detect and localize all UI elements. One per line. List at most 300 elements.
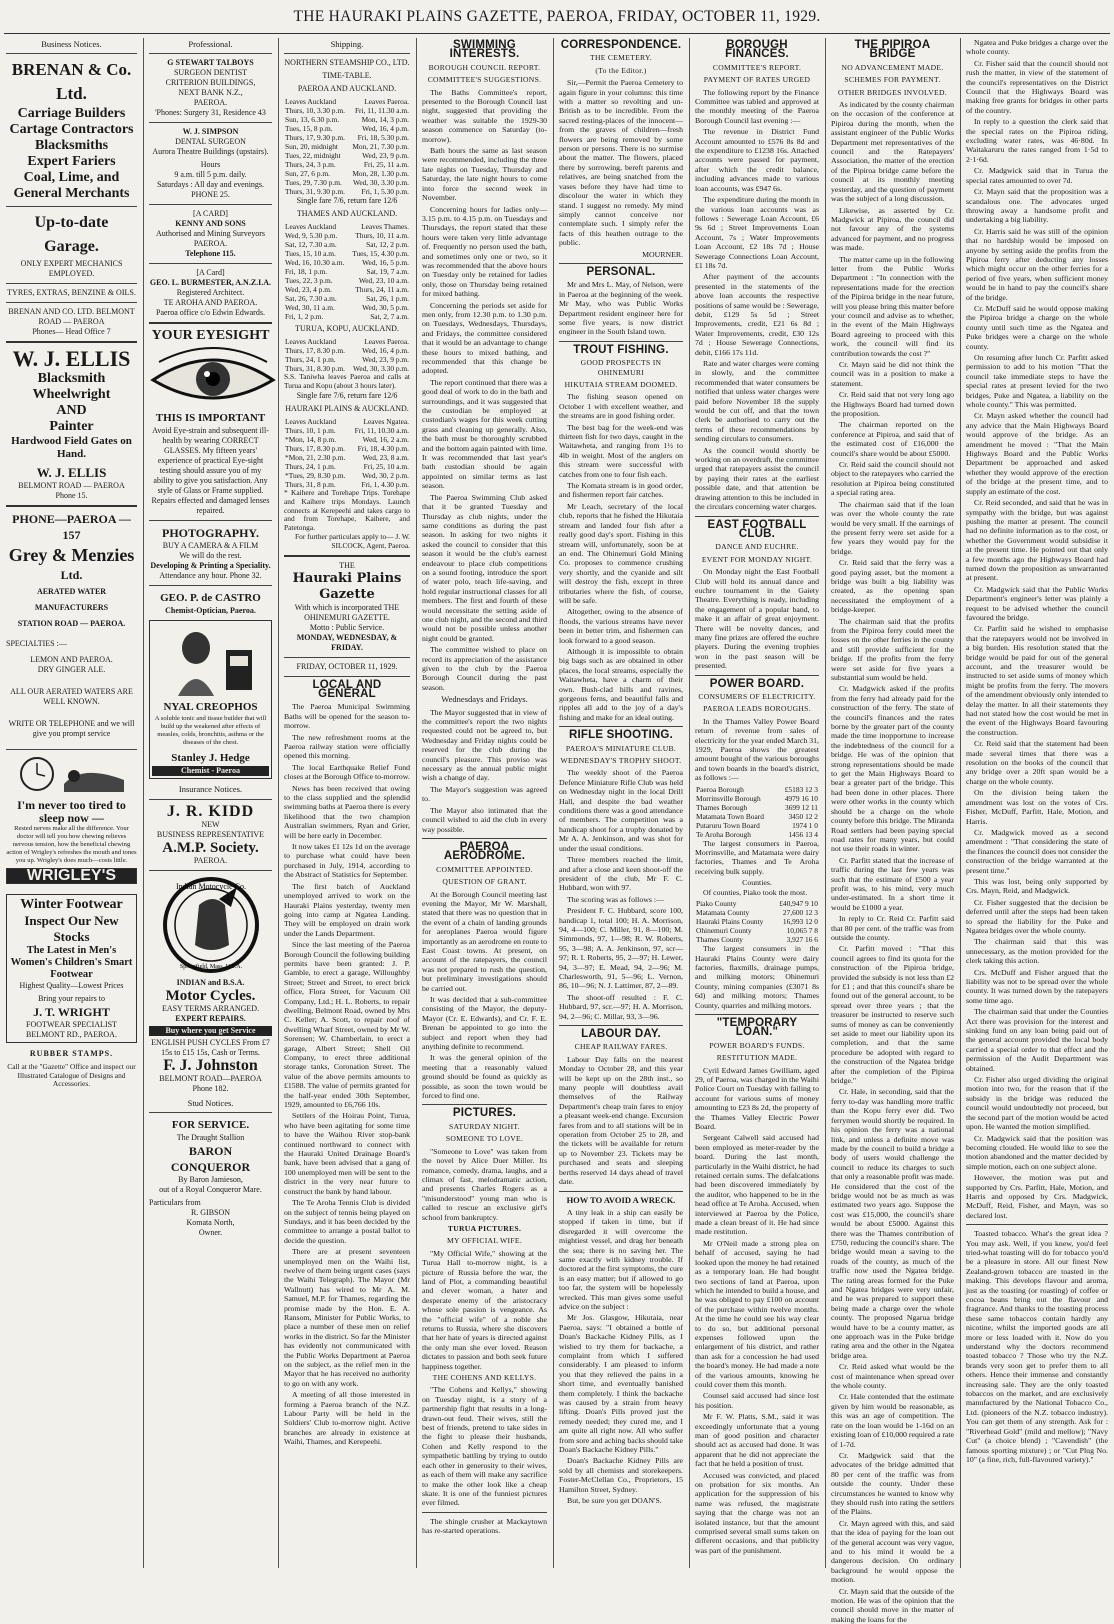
table-row [284, 124, 410, 133]
counties-text: Of counties, Piako took the most. [703, 887, 808, 897]
table-row [284, 258, 410, 267]
amp-name: A.M.P. Society. [162, 839, 259, 856]
brenan-address: BRENAN AND CO. LTD. BELMONT ROAD — PAEROA [8, 307, 135, 327]
write-telephone: WRITE OR TELEPHONE and we will give you prompt service [8, 719, 135, 739]
divider [284, 657, 410, 658]
divider [149, 799, 272, 800]
paragraph: Cr. Harris said he was still of the opinion that no hardship would be imposed on anyone by setting aside the profits from the Pipiroa ferry after deducting any losses which might occur on the other ferries for a period of five years, when sufficient money would be in hand to pay the council's share of the bridge. [966, 226, 1108, 302]
paeroa-auckland-heading: PAEROA AND AUCKLAND. [297, 84, 397, 94]
correspondence-heading: CORRESPONDENCE. [560, 39, 682, 51]
table-row [284, 426, 410, 435]
paragraph: Cr. Madgwick said that the position was becoming clouded. He would like to see the motion abandoned and the matter decided by simple motion, each on one subject alone. [966, 1133, 1108, 1171]
table-cell: Wed, 16, 4 p.m. [362, 124, 409, 134]
talboys-line: SURGEON DENTIST [173, 68, 248, 78]
temporary-loan-body [695, 1066, 819, 1556]
turua-pictures-heading: TURUA PICTURES. [447, 1223, 522, 1233]
garage-line: EMPLOYED. [48, 269, 95, 279]
column-swimming [422, 38, 547, 1568]
paragraph: Doan's Backache Kidney Pills are sold by all chemists and storekeepers. Foster-McClellan Co., Proprietors, 15 Hamilton Street, Sydney. [559, 1456, 683, 1494]
pipiroa-sub: OTHER BRIDGES INVOLVED. [838, 87, 947, 97]
divider [559, 1025, 683, 1026]
paragraph: As the council would shortly be working on an overdraft, the committee urged that ratepayers assist the council by paying their rates at the earliest possible date, and that attention be drawing attention to this be included in the circulars concerning water charges. [695, 445, 819, 512]
pictures-sub: SATURDAY NIGHT. [449, 1121, 520, 1131]
brenan-line: Carriage Builders [17, 106, 126, 122]
trout-sub: GOOD PROSPECTS IN OHINEMURI [580, 358, 662, 377]
paragraph: Cr. Reid asked what would be the cost of maintenance when spread over the whole county. [831, 1362, 954, 1391]
table-cell: Fri, 1, 2 p.m. [285, 312, 324, 322]
timetable-thames-auckland [284, 222, 410, 321]
buy-where: Buy where you get Service [149, 1026, 272, 1036]
table-header-cell: Leaves Auckland [285, 337, 337, 347]
divider [422, 1512, 547, 1513]
indian-logo-city: Springfield, Mass. U.S.A. [179, 963, 242, 970]
eye-icon [149, 346, 277, 408]
table-cell: Fri, 11, 11.30 a.m. [354, 106, 409, 116]
table-cell: Thames County [696, 935, 744, 945]
pipiroa-body [831, 100, 954, 1624]
power-sub: PAEROA LEADS BOROUGHS. [703, 704, 811, 714]
paragraph: It now takes £1 12s 1d on the average to purchase what could have been purchased in July, 1914, according to the Abstract of Statistics for September. [284, 842, 410, 880]
wrigley-logo: WRIGLEY'S [6, 868, 137, 883]
section-heading: Shipping. [330, 39, 364, 49]
table-cell: Tues, 22, midnight [285, 151, 341, 161]
hedge-name: Stanley J. Hedge [171, 752, 250, 765]
divider [6, 749, 137, 750]
photography-heading: PHOTOGRAPHY. [161, 526, 259, 541]
table-cell: Wed, 9, 5.30 p.m. [285, 231, 338, 241]
table-cell: Fri, 1, 4.30 p.m. [361, 480, 409, 489]
table-cell: 3699 12 11 [785, 802, 818, 812]
gm-line: AERATED WATER [36, 587, 107, 597]
incorporated: With which is incorporated THE OHINEMURI GAZETTE. [294, 602, 400, 622]
football-body: On Monday night the East Football Club will hold its annual dance and euchre tournament in the Gaiety Theatre. Everything is ready, including the engagement of a popular band, to make it an affair of great enjoyment. There will be novelty dances, and many fine prizes are offered the euchre players. During the evening trophies won in the past season will be presented. [695, 567, 819, 671]
paragraph: Accused was convicted, and placed on probation for six months. An application for the suppression of his name was refused, the magistrate saying that the charge was not an isolated instance, but that the amount comprised several small sums taken on different occasions, and that publicity was part of the punishment. [695, 1470, 819, 1555]
aerodrome-heading: PAEROA AERODROME. [443, 840, 526, 863]
paragraph: Cr. Mayn said that the proposition was a scandalous one. The advocates urged throwing away a handsome profit and undertaking a big liability. [966, 187, 1108, 225]
baron-line: out of a Royal Conqueror Mare. [159, 1185, 262, 1195]
divider [149, 520, 272, 521]
table-row [695, 830, 819, 839]
gm-line: STATION ROAD — PAEROA. [17, 619, 126, 629]
table-cell: Sat, 19, 7 a.m. [366, 267, 409, 277]
table-cell: Tues, 29, 7.30 p.m. [285, 178, 342, 188]
table-cell: Sat, 12, 7.30 a.m. [285, 240, 337, 250]
particulars: Particulars from [149, 1198, 201, 1208]
paragraph: The revenue in District Fund Account amounted to £576 8s 8d and the expenditure to £1238 16s. Attached accounts were passed for payment, after which the credit balance, including advances made to various loan accounts, was £947 6s. [695, 127, 819, 193]
column-rule [825, 38, 826, 1568]
personal-heading: PERSONAL. [586, 265, 656, 278]
ellis-line: AND [56, 403, 87, 419]
table-row [284, 312, 410, 321]
table-cell: *Mon, 21, 2.30 p.m. [285, 453, 346, 462]
table-cell: Te Aroha Borough [696, 829, 751, 839]
table-cell: *Tues, 29, 8.30 p.m. [285, 471, 346, 480]
power-boroughs-table [695, 785, 819, 839]
football-sub: EVENT FOR MONDAY NIGHT. [701, 554, 813, 564]
divider [149, 122, 272, 123]
photo-line: BUY A CAMERA & A FILM [162, 541, 259, 551]
table-header-row [284, 417, 410, 426]
table-row [695, 794, 819, 803]
rifle-sub: PAEROA'S MINIATURE CLUB. [565, 743, 677, 753]
table-cell: Wed, 23, 4 p.m. [285, 285, 332, 295]
ellis-line: Wheelwright [32, 387, 111, 403]
column-rule [143, 38, 144, 1568]
table-row [284, 142, 410, 151]
rifle-body [559, 768, 683, 1021]
table-cell: Sun, 27, 6 p.m. [285, 169, 330, 179]
brenan-phones: Phones— Head Office 7 [32, 327, 111, 337]
toasted-tobacco-ad: Toasted tobacco. What's the great idea ? You may ask. Well, if you knew, you'd feel tried-what toasting will do for tobacco you'd be a pleasure in store. All our finest New Zealand-grown tobacco are toasted in the making. This develops flavour and aroma, just as the toasting (or roasting) of coffee or cocoa beans bring out the flavour and fragrance. And thanks to the toasting process these same tobaccos contain hardly any nicotine, whilst the imported goods are all more or less loaded with it. Now do you understand why the doctors recommend toasted tobacco ? Those who try the N.Z. brands very soon get to prefer them to all others. Hence their immense and constantly increasing sale. They are the only toasted tobaccos on the market, and are exclusively manufactured by the National Tobacco Co., Ltd. (pioneers of the N.Z. tobacco industry). You can get them of any strength. Ask for : "Riverhead Gold" (mild and mellow); "Navy Cut" (a choice blend) ; "Cavendish" (the famous sporting mixture) ; or "Cut Plug No. 10" (a fine, rich, full-flavoured variety)." [966, 1229, 1108, 1464]
table-cell: Wed, 23, 10 a.m. [358, 276, 409, 286]
football-heading: EAST FOOTBALL CLUB. [707, 518, 807, 540]
shingle-note: The shingle crusher at Mackaytown has re-started operations. [422, 1516, 547, 1536]
draught-stallion: The Draught Stallion [176, 1133, 245, 1143]
paragraph: Cr. Fisher also urged dividing the original motion into two, for the reason that if the subsidy in the bridge was reduced the council would undoubtedly not proceed, but the second part of the motion would be acted upon. He wanted the motion simplified. [966, 1075, 1108, 1132]
divider [6, 505, 137, 507]
decastro-name: GEO. P. de CASTRO [160, 592, 261, 605]
gibson-line: Owner. [198, 1228, 223, 1238]
table-cell: Wed, 30, 2 p.m. [362, 471, 409, 480]
ellis-phone: Phone 15. [55, 491, 88, 501]
divider [284, 676, 410, 677]
table-cell: Thurs, 17, 9.30 p.m. [285, 133, 345, 143]
brenan-lines [6, 106, 137, 202]
paragraph: Cr. Parfitt moved : "That this council agrees to find its quota for the construction of the Pipiroa bridge, provided the subsidy is not less than £2 for £1 ; and that this council's share be found out of the general account, to be spread over three years ; that the treasurer be instructed to reserve such sums of money as can be conveniently set aside to meet our liability upon its completion, and that the same procedure be adopted with regard to the construction of the Ngatea bridge after the completion of the Pipiroa bridge." [831, 944, 954, 1086]
eye-text: Avoid Eye-strain and subsequent ill-health by wearing CORRECT GLASSES. My fifteen years' experience of practical Eye-sight testing should assure you of my ability to give you satisfaction. Any style of Glass or Frame supplied. Repairs effected and damaged lenses repaired. [151, 426, 270, 516]
temporary-sub: RESTITUTION MADE. [716, 1053, 798, 1063]
table-cell: Sat, 26, 1 p.m. [366, 294, 409, 304]
paragraph: "Someone to Love" was taken from the novel by Alice Duer Miller. Its romance, comedy, drama, laughs, and a climax of fast, melodramatic action, and presents Charles Rogers as a "misunderstood" young man who is called to rescue an exclusive girl's school from bankruptcy. [422, 1146, 547, 1222]
table-row [284, 151, 410, 160]
paragraph: Although it is impossible to obtain big bags such as are obtained in other places, the local streams, especially the Waitawheta, have a charm of their own. Bush-clad hills and ravines, gorgeous ferns, and beautiful falls and ripples all add to the joy of a day's fishing and make for an ideal outing. [559, 646, 683, 722]
aerodrome-body [422, 890, 547, 1101]
paragraph: Cr. Reid said that not very long ago the Highways Board had turned down the proposition. [831, 390, 954, 419]
paragraph: The weekly shoot of the Paeroa Defence Miniature Rifle Club was held on Wednesday night in the local Drill Hall, and despite the bad weather conditions there was a good attendance of members. The competition was a handicap shoot for a trophy donated by Mr A. A. Jenkinson, and was shot for under the usual conditions. [559, 768, 683, 853]
amp-place: PAEROA. [193, 855, 228, 865]
indian-bsa: INDIAN and B.S.A. [176, 977, 245, 987]
column-professional [149, 38, 272, 1568]
ellis-name: W. J. ELLIS [12, 346, 131, 372]
bring-line: Bring your repairs to [38, 993, 105, 1003]
table-row [284, 276, 410, 285]
paragraph: Cr. Reid said that the ferry was a good paying asset, but the moment a bridge was built a big liability was created, as the opening span necessitated the employment of a bridge-keeper. [831, 558, 954, 615]
nyal-ad [149, 620, 272, 779]
table-row [695, 917, 819, 926]
divider [149, 870, 272, 871]
table-cell: Thurs, 10, 11 a.m. [355, 231, 409, 241]
indian-logo-badge-text: Indian Motocycle Co. [175, 881, 246, 891]
mourner-signature: MOURNER. [642, 249, 683, 259]
burmester-name: GEO. L. BURMESTER, A.N.Z.I.A. [149, 278, 272, 288]
divider [966, 1224, 1108, 1225]
expert-repairs: EXPERT REPAIRS. [175, 1013, 246, 1023]
hauraki-note: * Kaihere and Torehape Trips. Torehape and Kaihere trips Mondays. Launch connects at Kerepeehi and takes cargo to and from Torehape, Kaihere, and Patetonga. [284, 488, 410, 533]
table-cell: Thurs, 24, 11 a.m. [355, 285, 409, 295]
kidd-line: NEW [201, 819, 220, 829]
aerodrome-sub: COMMITTEE APPOINTED. [436, 864, 533, 874]
paragraph: Cr. Parfitt stated that the increase of traffic during the last few years was such that the estimate of £500 a year profit was, to his mind, very much under-estimated. In a short time it would be £1000 a year. [831, 855, 954, 912]
apply-line: For further particulars apply to— J. W. SILCOCK, Agent, Paeroa. [295, 531, 410, 550]
official-wife-heading: MY OFFICIAL WIFE. [446, 1236, 523, 1246]
johnston-address: BELMONT ROAD—PAEROA [159, 1073, 262, 1083]
important-heading: THIS IS IMPORTANT [155, 412, 266, 425]
paragraph: The Komata stream is in good order, and fishermen report fair catches. [559, 481, 683, 500]
paragraph: Concerning the periods set aside for men only, from 12.30 p.m. to 1.30 p.m. on Tuesdays, Wednesdays, Thursdays, and Fridays, the committee considered that it would be an advantage to change these hours to mixed bathing, and recommended that this change be adopted. [422, 300, 547, 376]
table-cell: Paeroa Borough [696, 784, 744, 794]
rubber-stamps: RUBBER STAMPS. [29, 1048, 114, 1058]
table-row [284, 133, 410, 142]
wrigley-text: Rested nerves make all the difference. Your doctor will tell you how chewing relieves nervous tension, how the beneficial chewing action of Wrigley's refreshes the mouth and tones you up. Wrigley's does much—costs little. [6, 825, 137, 865]
local-general-body [284, 702, 410, 1446]
labour-sub: CHEAP RAILWAY FARES. [574, 1042, 668, 1052]
paragraph: Bath hours the same as last season were recommended, including the three late nights on Tuesday, Thursday and Saturday, the late night hours to come into force the second week in November. [422, 146, 547, 203]
simpson-line: DENTAL SURGEON [175, 137, 246, 147]
table-cell: Wed, 30, 3.30 p.m. [352, 178, 409, 188]
masthead-rule [4, 33, 1110, 34]
table-row [284, 444, 410, 453]
timetable-hauraki [284, 417, 410, 489]
paragraph: The report continued that there was a good deal of work to do in the bath and surroundings, and it was suggested that the custodian be employed at custodian's wages for this week cutting grass and cleaning up generally. Also, the bath must be thoroughly scrubbed and the bottom again painted with lime. It was recommended that last year's bath custodian should be again appointed on similar terms as last season. [422, 377, 547, 491]
table-header-row [284, 97, 410, 106]
table-cell: Wed, 23, 9 p.m. [362, 355, 409, 365]
wreck-heading: HOW TO AVOID A WRECK. [566, 1194, 676, 1205]
paragraph: Cyril Edward James Gwilliam, aged 29, of Paeroa, was charged in the Waihi Police Court on Tuesday with failing to account for various sums of money amounting to £23 8s 2d, the property of the Thames Valley Electric Power Board. [695, 1065, 819, 1131]
table-row [284, 267, 410, 276]
paragraph: Cr. Reid seconded, and said that he was in sympathy with the bridge, but was against pushing the matter at present. The council had no definite information as to the cost, or whether the Government would subsidise it at the present time. He pointed out that only a few months ago the Highways Board had turned down the proposition as unwarranted at present. [966, 498, 1108, 583]
paragraph: Counsel said accused had since lost his position. [695, 1391, 819, 1410]
paragraph: The Mayor suggested that in view of the committee's report the two nights requested could not be agreed to, but Wednesday and Friday nights could be reserved for the club during the council's pleasure. This proviso was necessary as the annual public might wish a change of day. [422, 707, 547, 783]
table-cell: Tues, 22, 3 p.m. [285, 276, 333, 286]
spec-line: DRY GINGER ALE. [37, 665, 106, 675]
divider [695, 516, 819, 517]
ellis-line: Blacksmith [37, 371, 106, 387]
talboys-phones: 'Phones: Surgery 31, Residence 43 [155, 108, 266, 118]
quality-line: Highest Quality—Lowest Prices [19, 980, 124, 990]
pipiroa-continued-body [966, 38, 1108, 1220]
burmester-line: Paeroa office c/o Edwin Edwards. [156, 308, 265, 318]
paragraph: On resuming after lunch Cr. Parfitt asked permission to add to his motion "That the council take immediate steps to have the special rates at present levied for the two bridges, Puke and Ngatea, a liability on the whole county." This was permitted. [966, 353, 1108, 410]
garage-heading: Up-to-date Garage. [34, 214, 109, 256]
gm-name: Grey & Menzies [8, 545, 135, 566]
baron-name: BARON CONQUEROR [170, 1144, 251, 1175]
paragraph: President F. C. Hubbard, score 100, handicap 1, total 100; H. A. Morrison, 94, 4—100; C. Miller, 91, 8—100; M. Simmonds, 97, 1—98; R. W. Roberts, 95, 3—98; A. A. Jenkinson, 97, scr—97; R. I. Roberts, 95, 2—97; H. Lewer, 94, 3—97; E. Mead, 94, 2—96; M. Charlesworth, 91, 5—96; L. Vernon, 86, 10—96; N. J. Lattimer, 87, 2—89. [559, 906, 683, 991]
table-cell: Fri, 18, 1 p.m. [285, 267, 328, 277]
fare-line: Single fare 7/6, return fare 12/6 [296, 391, 398, 400]
paragraph: The local Earthquake Relief Fund closes at the Borough Office to-morrow. [284, 762, 410, 782]
table-cell: Wed, 16, 2 a.m. [362, 435, 409, 444]
northern-heading: NORTHERN STEAMSHIP CO., LTD. [284, 58, 410, 68]
pictures-body [422, 1147, 547, 1222]
paragraph: The Mayor's suggestion was agreed to. [422, 784, 547, 804]
paragraph: Cr. Mayn said he did not think the council was in a position to make a statement. [831, 360, 954, 388]
paragraph: Three members reached the limit, and after a close and keen shoot-off the president of the club, Mr F. C. Hubbard, won with 97. [559, 855, 683, 893]
counties-heading: Counties. [742, 878, 772, 888]
paragraph: Mr O'Neil made a strong plea on behalf of accused, saying he had looked upon the money he had retained as a temporary loan. He had bought two sections of land at Paeroa, upon which he intended to build a house, and he was obliged to pay £100 on account of the purchase within twelve months. At the time he could see his way clear to do so, but additional personal expenses followed upon the enlargement of his district, and rather than ask for a concession he had used the board's money. He had made a note of the various amounts, knowing he could cover them this month. [695, 1238, 819, 1389]
cohens-heading: THE COHENS AND KELLYS. [432, 1373, 537, 1383]
eyesight-heading: YOUR EYESIGHT [151, 328, 270, 344]
paragraph: Likewise, as asserted by Cr. Madgwick at Pipiroa, the council did not favour any of the systems advanced for payment, and no progress was made. [831, 205, 954, 253]
baron-line: By Baron Jamieson, [178, 1175, 243, 1185]
paragraph: There are at present seventeen unemployed men on the Waihi list, twelve of them being urgent cases (says the Waihi Telegraph). The Mayor (Mr Wallnutt) has wired to Mr A. M. Samuel, M.P. for Thames, regarding the promise made by the Hon. E. A. Ransom, Minister for Public Works, to place a number of these men on relief works in the district. So far the Minister has evidently not communicated with the Public Works Department at Paeroa on the subject, as the relief men in the Mayor that he has received no authority to go on with any work. [284, 1247, 410, 1388]
table-cell: *Mon, 14, 8 p.m. [285, 435, 337, 444]
thames-heading: THAMES AND AUCKLAND. [296, 209, 398, 219]
divider [6, 341, 137, 343]
paragraph: "The Cohens and Kellys," showing on Tuesday night, is a story of a partnership fight that results in a long-drawn-out feud. Their wives, still the best of friends, pretend to take sides in the fight to please their husbands, Cohen and Kelly respond to the sympathetic battling by trying to outdo each other in generosity to their wives, as each of them will make any sacrifice to make the other look like a cheap skate. It is one of the funniest pictures ever filmed. [422, 1385, 547, 1508]
swimming-heading: SWIMMING INTERESTS. [449, 39, 520, 61]
paragraph: The Te Aroha Tennis Club is divided on the subject of tennis being played on Sundays, and it has been decided by the committee to arrange a postal ballot to decide the question. [284, 1198, 410, 1245]
wright-lines: FOOTWEAR SPECIALIST BELMONT RD., PAEROA. [26, 1019, 117, 1039]
tyres-line: TYRES, EXTRAS, BENZINE & OILS. [7, 288, 136, 298]
table-cell: Sun, 13, 6.30 p.m. [285, 115, 340, 125]
table-row [284, 285, 410, 294]
paragraph: The chairman reported on the conference at Pipiroa, and said that of the estimated cost of £16,000 the council's share would be about £5000. [831, 420, 954, 458]
paragraph: Cr. Hale contended that the estimate given by him would be reasonable, as this was an age of competition. The rate on the loan would be 1-16d on an existing loan of £10,000 required a rate of 1-7d. [831, 1392, 954, 1449]
brenan-line: Cartage Contractors [9, 122, 134, 138]
paragraph: News has been received that owing to the class supplied and the splendid swimming baths at Paeroa there is every likelihood that the two champion Australian swimmers, Ryan and Grier, will be here early in December. [284, 783, 411, 840]
paragraph: Mr F. W. Platts, S.M., said it was exceedingly unfortunate that a young man of good position and character should act as accused had done. It was apparent that he did not appreciate the fact that he held a position of trust. [695, 1412, 819, 1469]
table-row [695, 935, 819, 944]
table-cell: 4979 16 10 [784, 793, 818, 803]
paragraph: Cr. Reid said that the statement had been made several times that there was a resolution on the books of the council that any bridge over a 20ft span would be a charge on the whole county. [966, 739, 1108, 786]
hauraki-heading: HAURAKI PLAINS & AUCKLAND. [285, 404, 409, 413]
table-cell: Matamata Town Board [696, 811, 764, 821]
divider [149, 263, 272, 264]
temporary-loan-heading: "TEMPORARY LOAN." [716, 1016, 798, 1039]
latest-line: The Latest in Men's Women's Children's Smart Footwear [10, 944, 133, 980]
brenan-line: Expert Fariers [27, 154, 116, 170]
clock-sleeper-illustration [12, 754, 132, 796]
table-cell: Thurs, 10, 3.30 p.m. [285, 106, 345, 116]
section-heading: Stud Notices. [187, 1097, 234, 1108]
table-cell: Thurs, 31, 9.30 p.m. [285, 187, 345, 197]
ellis-line: Painter [49, 419, 94, 435]
column-finances [695, 38, 819, 1568]
divider [6, 206, 137, 207]
fare-line: Single fare 7/6, return fare 12/6 [296, 196, 398, 206]
kidd-line: BUSINESS REPRESENTATIVE [156, 829, 265, 839]
table-cell: 1456 13 4 [788, 829, 818, 839]
table-cell: Morrinsville Borough [696, 793, 761, 803]
indian-logo-icon [159, 875, 263, 975]
photo-line: Developing & Printing a Speciality. [150, 561, 271, 571]
burmester-line: Registered Architect. [176, 288, 245, 298]
table-row [695, 803, 819, 812]
paragraph: The expenditure during the month in the various loan accounts was as follows : Sewerage Loan Account, £6 9s 6d ; Street Improvements Loan Account, 7s ; Water Improvements Loan Account, £2 18s 7d ; House Sewerage Connections Loan Account, £1 18s 7d. [695, 195, 819, 270]
woman-illustration [156, 626, 266, 696]
burmester-line: TE AROHA AND PAEROA. [163, 298, 258, 308]
table-header-cell: Leaves Auckland [285, 417, 337, 426]
brenan-line: Blacksmiths [34, 138, 109, 154]
column-rule [689, 38, 690, 1568]
wreck-body [559, 1208, 683, 1506]
paragraph: A meeting of all those interested in forming a Paeroa branch of the N.Z. Labour Party will be held in the Soldiers' Club to-morrow night. Active branches are already in existence at Waihi, Thames, and Kerepeehi. [284, 1390, 410, 1447]
paragraph: It was the general opinion of the meeting that a reasonably valued ground should be found as quickly as possible, as soon the town would be forced to find one. [422, 1053, 547, 1101]
talboys-name: G STEWART TALBOYS [167, 58, 254, 68]
wedfri-body [422, 708, 547, 834]
paragraph: Cr. Parfitt said he wished to emphasise that the ratepayers would not be involved in a big burden. His resolution stated that the bridge would be paid for out of the general account, and the treasurer would be instructed to set aside sums of money which might be profits from the ferry. The movers of the amendment obviously only intended to delay the matter. In all their statements they had not stated how the cost would be met in the event of the Highways Board favouring the construction. [966, 624, 1108, 737]
paragraph: Concerning hours for ladies only—3.15 p.m. to 4.15 p.m. on Tuesdays and Thursdays, the report stated that these hours were taken very little advantage of. Frequently no person used the bath, and sometimes only one or two, so it was recommended that the above hours on Tuesday only be retained for ladies only, those on Thursday being retained for mixed bathing. [422, 204, 547, 299]
all-aerated: ALL OUR AERATED WATERS ARE WELL KNOWN. [10, 687, 133, 707]
pipiroa-heading: THE PIPIROA BRIDGE [854, 39, 931, 61]
table-row [284, 453, 410, 462]
inspect-line: Inspect Our New Stocks [24, 912, 119, 944]
table-cell: Fri, 25, 10 a.m. [363, 462, 409, 471]
paragraph: In reply to a question the clerk said that the special rates on the Pipiroa riding, excluding water rates, was 46·80d. In Waitakaruru the rates ranged from 1·5d to 2·1·6d. [966, 117, 1108, 164]
paragraph: Cr. Madgwick said that the advocates of the bridge admitted that 80 per cent of the traffic was from outside the county. Under these circumstances he wanted to know why they should rush into rating the settlers of the Plains. [831, 1450, 954, 1517]
timetable-paeroa-auckland [284, 97, 410, 196]
paragraph: Since the last meeting of the Paeroa Borough Council the following building permits have been granted: J. P. Gamble, to erect a garage, Willoughby Street; Street and Street, to erect brick office, Flora Street, for Vacuum Oil Company, Ltd.; H. L. Roberts, to repair dwelling, Belmont Road, owned by Mrs C. Keller; A. Scott, to repair roof of dwelling Wharf Street, owned by Mr W. Sorensen; W. Chamberlain, to erect a garage, Albert Street; Shell Oil Company, to erect three additional storage tanks, Coronation Street. The value of the above permits amounts to £1588. The value of permits granted for the half-year ended 30th September, 1929, amounted to £6,766 10s. [284, 940, 410, 1110]
table-cell: 10,065 7 8 [786, 926, 818, 936]
rifle-heading: RIFLE SHOOTING. [569, 729, 673, 742]
talboys-lines [149, 68, 272, 108]
paragraph: The Baths Committee's report, presented to the Borough Council last night, suggested that providing the weather was suitable the 1929-30 season commence on Saturday (to-morrow). [422, 87, 547, 144]
table-cell: 3450 12 2 [788, 811, 818, 821]
table-cell: £5183 12 3 [784, 784, 818, 794]
gm-phone: PHONE—PAEROA —157 [12, 512, 131, 543]
table-cell: Thurs, 17, 8.30 p.m. [285, 346, 345, 356]
table-cell: Sun, 20, midnight [285, 142, 338, 152]
table-cell: Fri, 18, 5.30 p.m. [357, 133, 409, 143]
trout-heading: TROUT FISHING. [573, 343, 669, 356]
table-header-cell: Leaves Auckland [285, 97, 337, 107]
the-label: THE [339, 560, 355, 570]
paragraph: Cr. Madgwick said that in Turua the special rates amounted to over 7d. [966, 166, 1108, 185]
table-row [284, 346, 410, 355]
gazette-title: Hauraki Plains Gazette [292, 570, 402, 602]
table-row [695, 926, 819, 935]
finances-sub: COMMITTEE'S REPORT. [712, 62, 802, 72]
section-heading: Business Notices. [41, 39, 102, 49]
table-cell: Thurs, 10, 1 p.m. [285, 426, 336, 435]
timetable-turua [284, 337, 410, 373]
hours-heading: Hours [200, 160, 221, 170]
table-cell: Tues, 15, 4.30 p.m. [352, 249, 409, 259]
table-cell: Fri, 11, 10.30 a.m. [354, 426, 409, 435]
table-row [695, 821, 819, 830]
timetable-heading: TIME-TABLE. [322, 71, 372, 81]
table-cell: Thurs, 24, 1 p.m. [285, 355, 336, 365]
table-cell: Putaruru Town Board [696, 820, 760, 830]
paragraph: Rate and water charges were coming in slowly, and the committee recommended that water consumers be notified that unless water charges were paid before November 18 the supply would be cut off, and that the town clerk be authorised to carry out the terms of these recommendations by sending circulars to consumers. [695, 359, 819, 444]
trout-sub: HIKUTAIA STREAM DOOMED. [564, 380, 678, 389]
divider [284, 53, 410, 54]
column-pipiroa-continued [966, 38, 1108, 1568]
talboys-line: PAEROA. [193, 98, 228, 108]
garage-line: ONLY EXPERT MECHANICS [20, 259, 123, 269]
column-rule [416, 38, 417, 1568]
table-cell: Fri, 18, 4.30 p.m. [357, 444, 409, 453]
easy-terms: EASY TERMS ARRANGED. [161, 1003, 260, 1013]
paragraph: Sir,—Permit the Paeroa Cemetery to again figure in your columns: this time with a matter so revolting and un-British as to be incredible. From the sacred resting-places of the innocent—from the graves of children—fresh flowers are being removed by some person or persons. There is no surmise about the matter. The flowers, placed there by sorrowing, bereft parents and relatives, are being snatched from the vases before they have had time to discolour the water in which they stand. I suggest no remedy. My mind simply cannot conceive nor contemplate such. I simply refer the facts of this heathen outrage to the public. [559, 78, 683, 248]
english-cycles: ENGLISH PUSH CYCLES From £7 15s to £15 15s, Cash or Terms. [151, 1037, 270, 1057]
kidd-name: J. R. KIDD [166, 802, 255, 820]
photo-line: We will do the rest. [179, 551, 242, 561]
divider [284, 555, 410, 557]
tired-headline: I'm never too tired to sleep now — [17, 798, 126, 826]
ellis-address: BELMONT ROAD — PAEROA [18, 481, 125, 491]
specialties: SPECIALTIES :— [6, 639, 67, 649]
table-row [695, 899, 819, 908]
table-row [284, 115, 410, 124]
column-correspondence [559, 38, 683, 1568]
table-row [284, 294, 410, 303]
table-row [284, 231, 410, 240]
table-cell: Wed, 30, 3.30 p.m. [352, 364, 409, 374]
paragraph: Cr. Madgwick said that the Public Works Department's engineer's letter was plainly a request to be advised whether the council favoured the bridge. [966, 584, 1108, 622]
divider [149, 53, 272, 54]
table-cell: Wed, 16, 10.30 a.m. [285, 258, 345, 268]
